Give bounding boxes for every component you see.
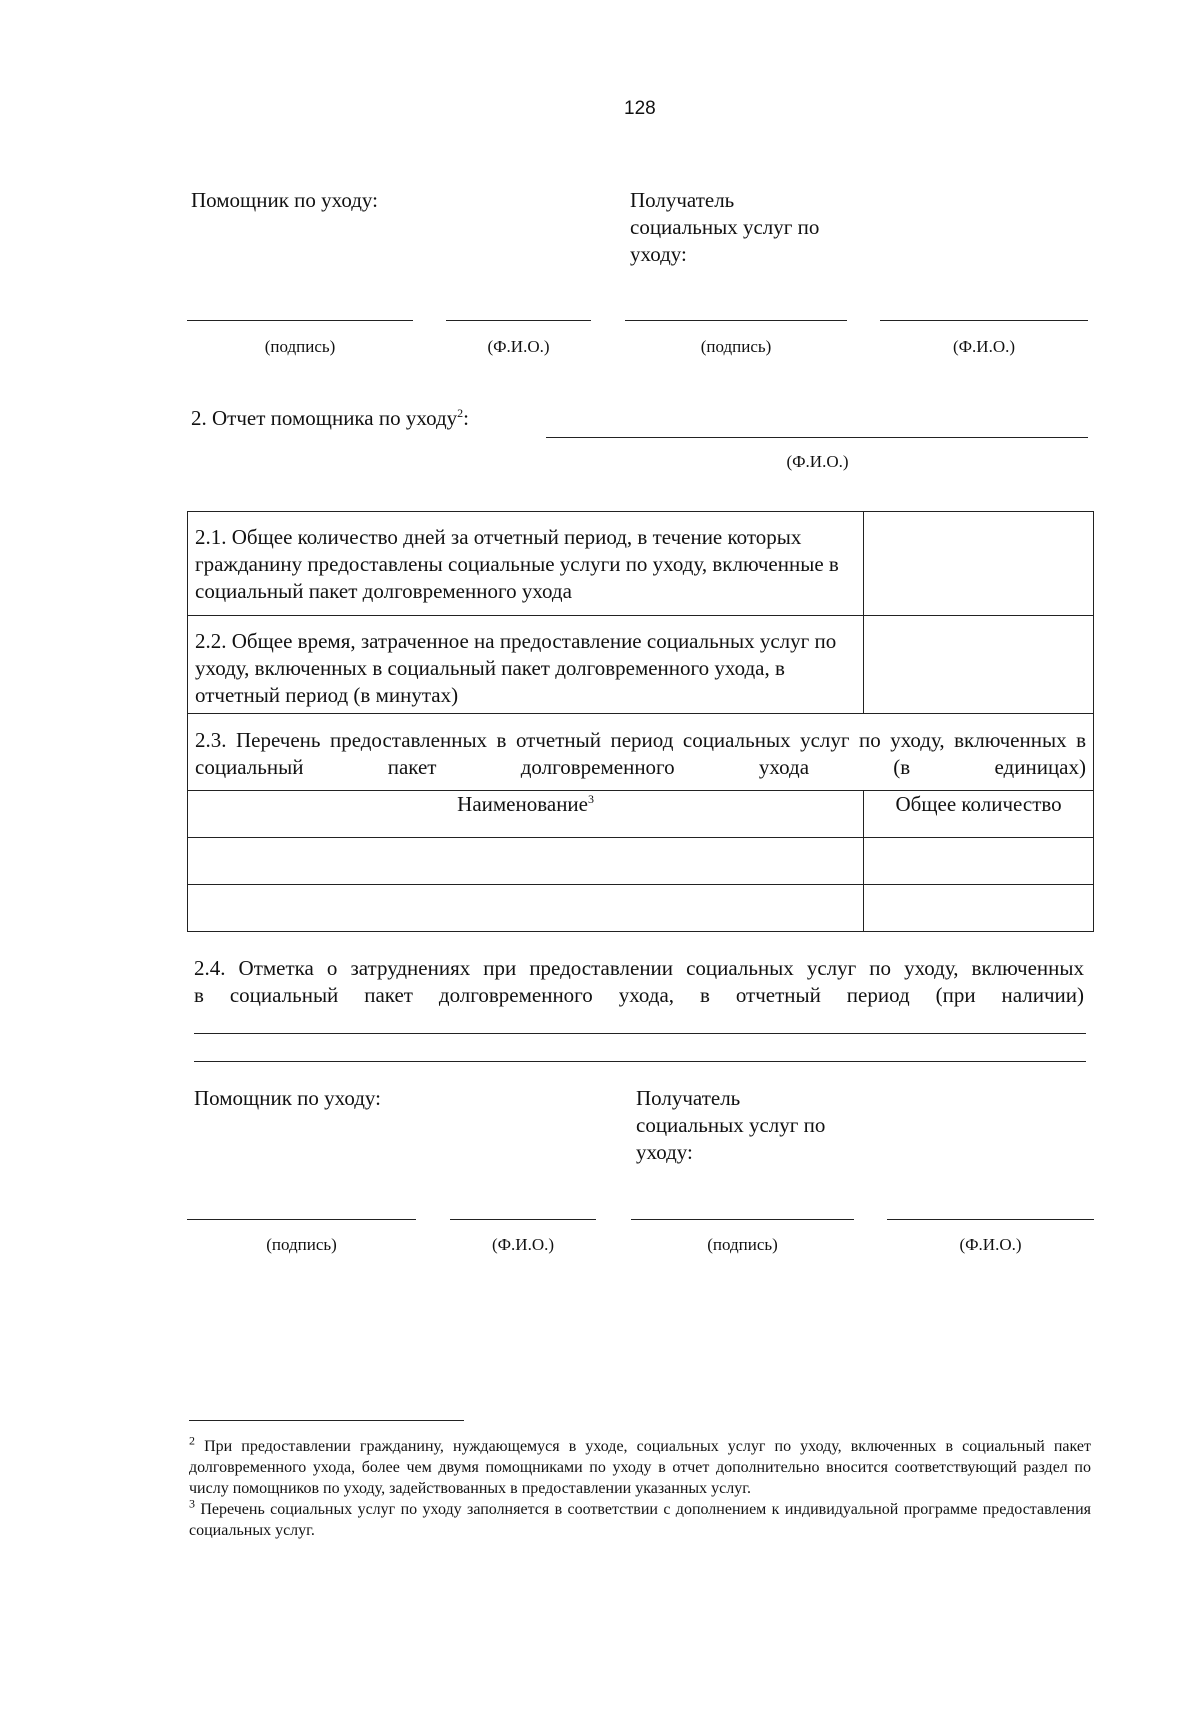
table-row bbox=[188, 714, 1094, 791]
section-2-title-colon: : bbox=[463, 406, 469, 430]
signature-line[interactable] bbox=[631, 1219, 854, 1220]
table-row bbox=[188, 885, 1094, 932]
fio-caption: (Ф.И.О.) bbox=[786, 452, 849, 471]
table-row bbox=[188, 512, 1094, 616]
recipient-label bbox=[636, 1085, 825, 1166]
table-row bbox=[188, 616, 1094, 714]
section-2-4-line: в социальный пакет долговременного ухода, в отчетный период (при наличии) bbox=[194, 983, 1084, 1007]
row-2-1-label: 2.1. Общее количество дней за отчетный период, в течение которых гражданину предоставлены социальные услуги по уходу, включенные в социальный пакет долговременного ухода bbox=[188, 512, 864, 616]
service-name-cell[interactable] bbox=[188, 885, 864, 932]
recipient-label-line: уходу: bbox=[630, 242, 687, 266]
service-name-cell[interactable] bbox=[188, 838, 864, 885]
footnote-2-text: При предоставлении гражданину, нуждающемуся в уходе, социальных услуг по уходу, включенных в социальный пакет долговременного ухода, более чем двумя помощниками по уходу в отчет дополнительно вносится соответствующий раздел по числу помощников по уходу, задействованных в предоставлении указанных услуг. bbox=[189, 1438, 1091, 1497]
footnote-mark: 2 bbox=[189, 1433, 195, 1448]
column-header-total: Общее количество bbox=[864, 791, 1094, 838]
footnote-separator bbox=[189, 1420, 464, 1421]
section-2-4-line: 2.4. Отметка о затруднениях при предоставлении социальных услуг по уходу, включенных bbox=[194, 956, 1084, 980]
signature-caption: (подпись) bbox=[700, 337, 772, 356]
difficulties-line[interactable] bbox=[194, 1033, 1086, 1034]
fio-caption: (Ф.И.О.) bbox=[487, 337, 550, 356]
service-total-cell[interactable] bbox=[864, 885, 1094, 932]
footnote-3 bbox=[189, 1496, 1091, 1541]
fio-caption: (Ф.И.О.) bbox=[952, 337, 1016, 356]
section-2-4 bbox=[194, 955, 1084, 1009]
footnote-ref-2[interactable]: 2 bbox=[457, 406, 464, 420]
column-header-name bbox=[188, 791, 864, 838]
footnotes bbox=[189, 1433, 1091, 1541]
signature-line[interactable] bbox=[187, 1219, 416, 1220]
signature-line[interactable] bbox=[187, 320, 413, 321]
fio-line[interactable] bbox=[450, 1219, 596, 1220]
fio-caption: (Ф.И.О.) bbox=[959, 1235, 1022, 1254]
footnote-2 bbox=[189, 1433, 1091, 1499]
assistant-fio-line[interactable] bbox=[546, 437, 1088, 438]
row-2-2-label: 2.2. Общее время, затраченное на предоставление социальных услуг по уходу, включенных в социальный пакет долговременного ухода, в отчетный период (в минутах) bbox=[188, 616, 864, 714]
table-header-row bbox=[188, 791, 1094, 838]
recipient-label-line: уходу: bbox=[636, 1140, 693, 1164]
row-2-3-label: 2.3. Перечень предоставленных в отчетный период социальных услуг по уходу, включенных в социальный пакет долговременного ухода (в единицах) bbox=[188, 714, 1094, 791]
footnote-3-text: Перечень социальных услуг по уходу заполняется в соответствии с дополнением к индивидуальной программе предоставления социальных услуг. bbox=[189, 1501, 1091, 1539]
recipient-label-line: социальных услуг по bbox=[636, 1113, 826, 1137]
signature-caption: (подпись) bbox=[266, 1235, 337, 1254]
signature-line[interactable] bbox=[625, 320, 847, 321]
service-total-cell[interactable] bbox=[864, 838, 1094, 885]
table-row bbox=[188, 838, 1094, 885]
signature-caption: (подпись) bbox=[707, 1235, 778, 1254]
fio-line[interactable] bbox=[446, 320, 591, 321]
row-2-2-value[interactable] bbox=[864, 616, 1094, 714]
footnote-ref-3[interactable]: 3 bbox=[588, 792, 594, 806]
fio-line[interactable] bbox=[887, 1219, 1094, 1220]
assistant-label: Помощник по уходу: bbox=[194, 1086, 381, 1110]
section-2-title bbox=[191, 405, 469, 432]
recipient-label-line: социальных услуг по bbox=[630, 215, 820, 239]
section-2-title-text: 2. Отчет помощника по уходу bbox=[191, 406, 458, 430]
signature-caption: (подпись) bbox=[264, 337, 336, 356]
row-2-1-value[interactable] bbox=[864, 512, 1094, 616]
column-header-name-text: Наименование bbox=[457, 792, 588, 816]
fio-caption: (Ф.И.О.) bbox=[491, 1235, 555, 1254]
recipient-label-line: Получатель bbox=[636, 1086, 741, 1110]
difficulties-line[interactable] bbox=[194, 1061, 1086, 1062]
recipient-label-line: Получатель bbox=[630, 188, 735, 212]
assistant-label: Помощник по уходу: bbox=[191, 188, 378, 212]
recipient-label bbox=[630, 187, 819, 268]
footnote-mark: 3 bbox=[189, 1496, 195, 1511]
page-number: 128 bbox=[624, 98, 656, 119]
report-table bbox=[187, 511, 1094, 932]
fio-line[interactable] bbox=[880, 320, 1088, 321]
